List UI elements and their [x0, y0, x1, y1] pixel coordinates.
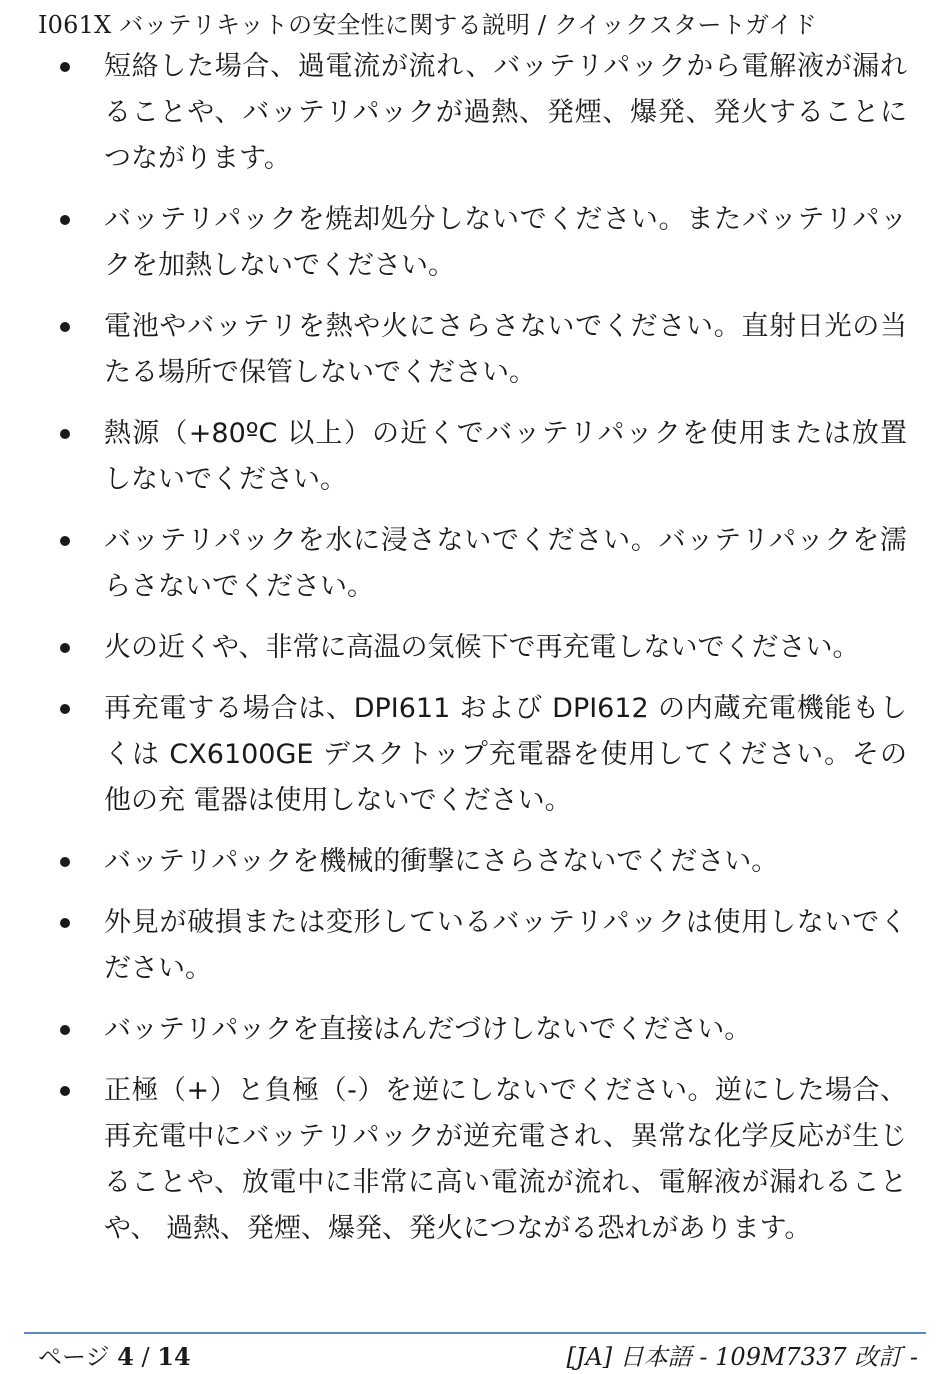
- list-item-text: バッテリパックを機械的衝撃にさらさないでください。: [104, 846, 779, 877]
- list-item: [0, 625, 907, 671]
- bullet-icon: [60, 536, 70, 546]
- list-item-text: 外見が破損または変形しているバッテリパックは使用しないでく ださい。: [104, 907, 907, 984]
- list-item-text: 電池やバッテリを熱や火にさらさないでください。直射日光の当たる場所で保管しないでください。: [104, 311, 907, 388]
- bullet-icon: [60, 643, 70, 653]
- page-label: ページ: [38, 1343, 110, 1371]
- list-item: [0, 686, 907, 824]
- bullet-icon: [60, 857, 70, 867]
- bullet-icon: [60, 704, 70, 714]
- bullet-icon: [60, 215, 70, 225]
- footer-divider: [24, 1332, 926, 1334]
- list-item-text: バッテリパックを直接はんだづけしないでください。: [104, 1014, 752, 1045]
- bullet-icon: [60, 429, 70, 439]
- list-item: [0, 518, 907, 610]
- list-item-text: 再充電する場合は、DPI611 および DPI612 の内蔵充電機能もしくは CX6100GE デスクトップ充電器を使用してください。その他の充 電器は使用しないでください。: [104, 693, 907, 816]
- list-item-text: バッテリパックを焼却処分しないでください。またバッテリパックを加熱しないでください。: [104, 204, 907, 281]
- list-item-text: 火の近くや、非常に高温の気候下で再充電しないでください。: [104, 632, 860, 663]
- page-indicator: [38, 1340, 191, 1374]
- bullet-icon: [60, 322, 70, 332]
- list-item-text: バッテリパックを水に浸さないでください。バッテリパックを濡らさないでください。: [104, 525, 907, 602]
- list-item: [0, 44, 907, 182]
- bullet-icon: [60, 1086, 70, 1096]
- running-header: [38, 8, 918, 42]
- list-item: [0, 839, 907, 885]
- list-item: [0, 411, 907, 503]
- safety-bullet-list: [0, 44, 950, 1267]
- list-item: [0, 900, 907, 992]
- list-item: [0, 1007, 907, 1053]
- list-item-text: 熱源（+80ºC 以上）の近くでバッテリパックを使用または放置 しないでください。: [104, 418, 907, 495]
- page-separator: /: [141, 1343, 150, 1371]
- page-footer: [38, 1340, 918, 1374]
- page-number: 4: [117, 1342, 134, 1371]
- list-item-text: 正極（+）と負極（-）を逆にしないでください。逆にした場合、 再充電中にバッテリパックが逆充電され、異常な化学反応が生じることや、放電中に非常に高い電流が流れ、電解液が漏れることや、 過熱、発煙、爆発、発火につながる恐れがあります。: [104, 1075, 907, 1244]
- page-total: 14: [157, 1342, 191, 1371]
- list-item-text: 短絡した場合、過電流が流れ、バッテリパックから電解液が漏れることや、バッテリパックが過熱、発煙、爆発、発火することにつながります。: [104, 51, 907, 174]
- bullet-icon: [60, 62, 70, 72]
- document-info: [JA] 日本語 - 109M7337 改訂 -: [566, 1343, 918, 1371]
- list-item: [0, 304, 907, 396]
- header-title: I061X バッテリキットの安全性に関する説明 / クイックスタートガイド: [38, 11, 817, 39]
- list-item: [0, 1068, 907, 1252]
- bullet-icon: [60, 1025, 70, 1035]
- list-item: [0, 197, 907, 289]
- bullet-icon: [60, 918, 70, 928]
